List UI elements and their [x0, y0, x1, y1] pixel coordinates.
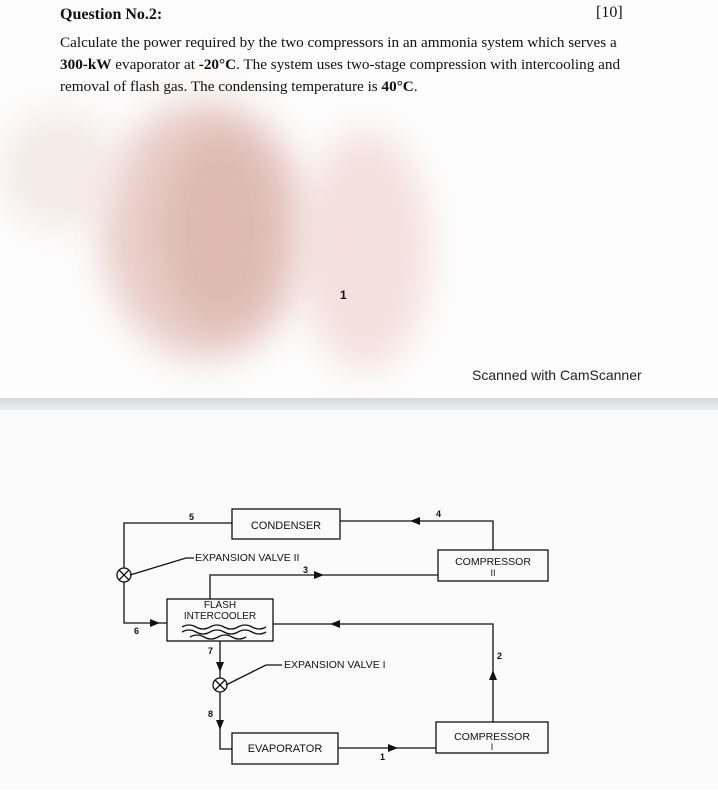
- question-text: evaporator at: [111, 56, 199, 73]
- state-point-4: 4: [436, 509, 442, 519]
- question-emphasis: -20°C: [198, 56, 237, 73]
- line-2: [273, 624, 493, 722]
- liquid-wave: [182, 625, 266, 629]
- valve-2-leader: [130, 558, 194, 575]
- question-emphasis: 300-kW: [60, 56, 112, 73]
- condenser-label: CONDENSER: [250, 520, 322, 532]
- photo-smudge: [300, 130, 430, 370]
- scanner-watermark: Scanned with CamScanner: [472, 367, 642, 383]
- state-point-2: 2: [497, 651, 503, 661]
- line-3: [210, 575, 438, 599]
- compressor-2-numeral: II: [490, 568, 496, 578]
- state-point-5: 5: [189, 512, 195, 522]
- question-text: . The system uses two-stage compression with intercooling and removal of flash gas. The condensing temperature is: [60, 56, 621, 95]
- page-divider: [0, 398, 718, 410]
- arrow-head: [216, 720, 224, 730]
- photo-smudge: [160, 130, 280, 330]
- photo-smudge: [0, 110, 120, 230]
- state-point-6: 6: [134, 626, 140, 636]
- liquid-wave: [190, 635, 246, 639]
- intercooler-label: INTERCOOLER: [183, 611, 257, 622]
- question-text: Calculate the power required by the two compressors in an ammonia system which serves a: [60, 34, 617, 51]
- arrow-head: [314, 571, 324, 579]
- arrow-head: [330, 620, 340, 628]
- compressor-1-numeral: I: [490, 742, 494, 752]
- valve-1-leader: [226, 665, 282, 685]
- state-point-1: 1: [380, 752, 386, 762]
- line-4: [340, 521, 493, 550]
- arrow-head: [410, 517, 420, 525]
- refrigeration-cycle-diagram: [0, 410, 718, 789]
- question-body: [60, 32, 640, 98]
- expansion-valve-1-label: EXPANSION VALVE I: [284, 659, 386, 671]
- compressor-1-label: COMPRESSOR: [454, 731, 530, 743]
- question-marks: [10]: [596, 4, 623, 21]
- arrow-head: [150, 619, 160, 627]
- question-title: Question No.2:: [60, 6, 163, 23]
- state-point-3: 3: [303, 565, 309, 575]
- state-point-7: 7: [208, 646, 214, 656]
- liquid-wave: [182, 630, 266, 634]
- line-6: [124, 582, 167, 623]
- arrow-head: [388, 744, 398, 752]
- scanned-page-2: [0, 410, 718, 789]
- compressor-2-label: COMPRESSOR: [455, 556, 531, 568]
- expansion-valve-2-label: EXPANSION VALVE II: [195, 552, 300, 564]
- evaporator-label: EVAPORATOR: [247, 743, 323, 755]
- page-number: 1: [340, 288, 347, 302]
- state-point-8: 8: [208, 709, 214, 719]
- question-text: .: [413, 78, 418, 95]
- arrow-head: [216, 662, 224, 672]
- arrow-head: [489, 670, 497, 680]
- question-emphasis: 40°C: [381, 78, 414, 95]
- flash-label: FLASH: [203, 600, 237, 611]
